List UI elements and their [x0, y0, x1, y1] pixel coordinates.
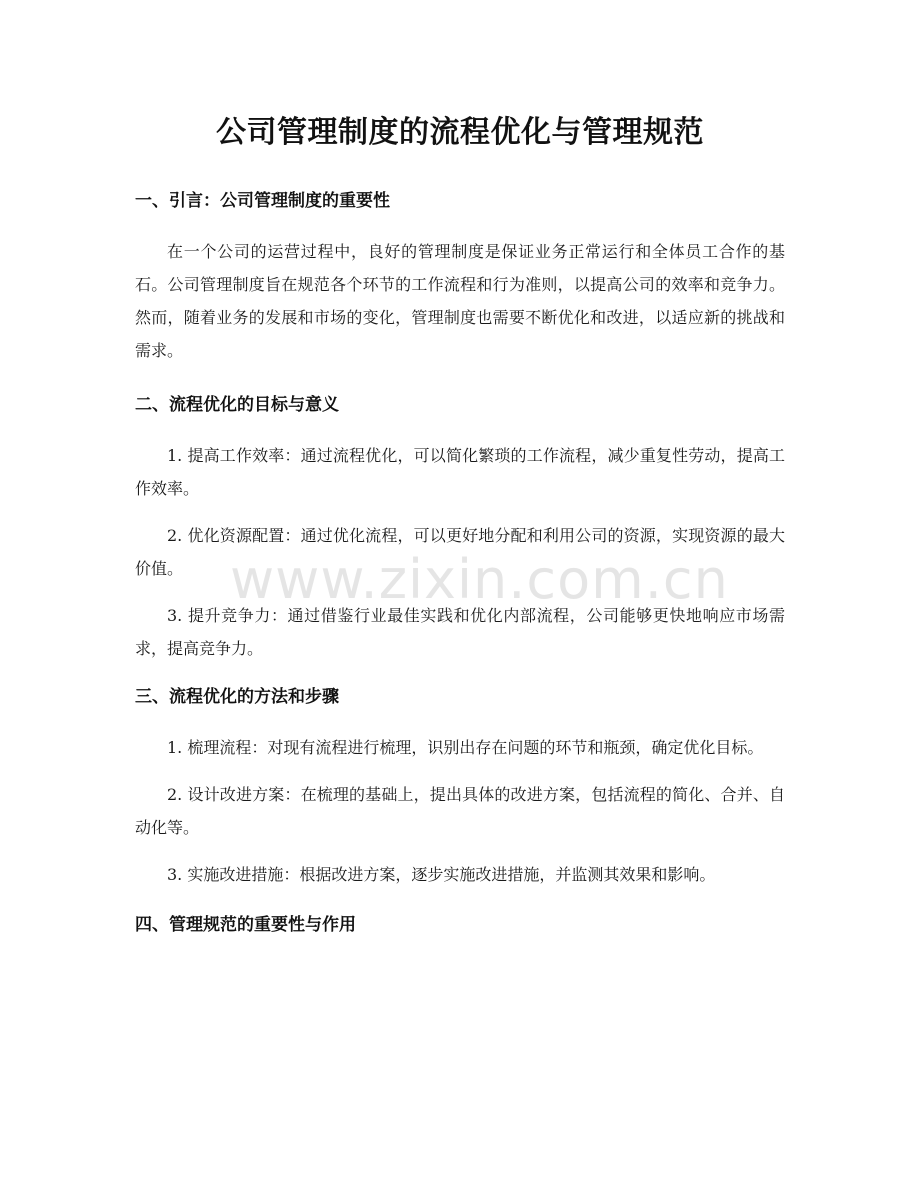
optimization-methods-list [135, 731, 785, 891]
section-heading-optimization-goals: 二、流程优化的目标与意义 [135, 395, 339, 415]
watermark-text: www.zixin.com.cn [230, 548, 729, 611]
section-heading-management-norms: 四、管理规范的重要性与作用 [135, 915, 356, 935]
optimization-goals-list [135, 439, 785, 665]
document-title: 公司管理制度的流程优化与管理规范 [216, 115, 704, 150]
list-item: 2. 设计改进方案：在梳理的基础上，提出具体的改进方案，包括流程的简化、合并、自动化等。 [135, 785, 785, 837]
list-item: 1. 提高工作效率：通过流程优化，可以简化繁琐的工作流程，减少重复性劳动，提高工作效率。 [135, 446, 785, 498]
list-item: 3. 提升竞争力：通过借鉴行业最佳实践和优化内部流程，公司能够更快地响应市场需求，提高竞争力。 [135, 606, 785, 658]
list-item: 2. 优化资源配置：通过优化流程，可以更好地分配和利用公司的资源，实现资源的最大价值。 [135, 526, 785, 578]
list-item: 1. 梳理流程：对现有流程进行梳理，识别出存在问题的环节和瓶颈，确定优化目标。 [167, 738, 764, 757]
section-heading-optimization-methods: 三、流程优化的方法和步骤 [135, 687, 339, 707]
section-heading-introduction: 一、引言：公司管理制度的重要性 [135, 191, 390, 211]
introduction-paragraph: 在一个公司的运营过程中，良好的管理制度是保证业务正常运行和全体员工合作的基石。公司管理制度旨在规范各个环节的工作流程和行为准则，以提高公司的效率和竞争力。然而，随着业务的发展和市场的变化，管理制度也需要不断优化和改进，以适应新的挑战和需求。 [135, 242, 785, 360]
list-item: 3. 实施改进措施：根据改进方案，逐步实施改进措施，并监测其效果和影响。 [167, 865, 716, 884]
